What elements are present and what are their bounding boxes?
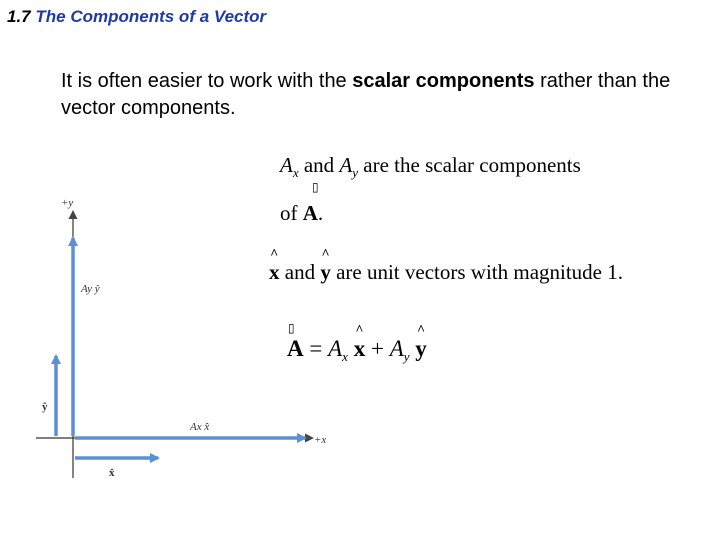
scalar-components-text: are the scalar components bbox=[363, 153, 581, 177]
period: . bbox=[317, 201, 324, 225]
ay-subscript: y bbox=[352, 165, 359, 180]
and-word-2: and bbox=[284, 260, 316, 284]
equals-sign: = bbox=[309, 336, 323, 361]
intro-emphasis: scalar components bbox=[352, 70, 535, 92]
unit-vectors-text: are unit vectors with magnitude 1. bbox=[336, 260, 624, 284]
of-word: of bbox=[280, 201, 298, 225]
intro-text-start: It is often easier to work with the bbox=[61, 70, 353, 92]
equation-ay-sub: y bbox=[403, 349, 410, 364]
equation-ax-sub: x bbox=[342, 349, 348, 364]
equation-y-hat: ^ y bbox=[415, 336, 427, 362]
equation-lhs: A bbox=[287, 336, 304, 361]
missing-glyph-box-2: ▯ bbox=[288, 321, 295, 335]
vector-a-symbol: A bbox=[302, 201, 318, 225]
intro-text-end: rather than the vector components. bbox=[61, 70, 671, 119]
ax-component-label: Ax x̂ bbox=[190, 421, 210, 433]
equation-ax: A bbox=[328, 336, 343, 361]
ax-subscript: x bbox=[292, 165, 299, 180]
x-axis-label: +x bbox=[314, 434, 327, 446]
ax-symbol: A bbox=[280, 153, 293, 177]
x-hat-symbol: ^ x bbox=[269, 260, 280, 285]
ay-symbol: A bbox=[339, 153, 353, 177]
slide-heading: The Components of a Vector bbox=[35, 7, 267, 26]
y-unit-label: ŷ bbox=[42, 401, 48, 413]
x-unit-label: x̂ bbox=[109, 467, 115, 479]
equation-ay: A bbox=[389, 336, 404, 361]
ay-component-label: Ay ŷ bbox=[81, 283, 100, 295]
plus-sign: + bbox=[370, 336, 384, 361]
y-hat-symbol: ^ y bbox=[320, 260, 331, 285]
equation-x-hat: ^ x bbox=[354, 336, 366, 362]
missing-glyph-box: ▯ bbox=[312, 180, 319, 194]
y-axis-label: +y bbox=[61, 197, 74, 209]
slide-number: 1.7 bbox=[7, 7, 31, 26]
and-word: and bbox=[303, 153, 335, 177]
